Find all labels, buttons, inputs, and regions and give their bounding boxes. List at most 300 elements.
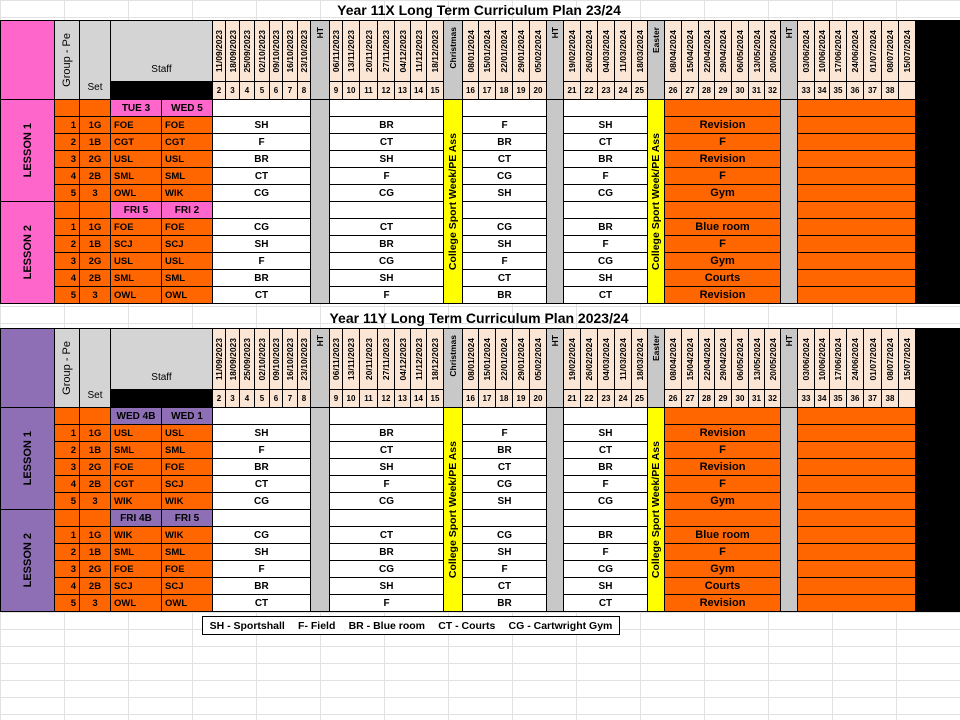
week-number: 17 <box>479 82 495 99</box>
activity-term-2: BR <box>330 117 443 133</box>
week-date-cell <box>496 329 512 389</box>
half-term-header <box>547 329 563 407</box>
activity-term-6 <box>798 578 915 594</box>
week-date: 26/02/2024 <box>584 337 594 381</box>
activity-term-4: SH <box>564 117 647 133</box>
set-name: 1G <box>80 219 110 235</box>
legend-blue-room: BR - Blue room <box>348 619 425 632</box>
week-date-cell <box>732 21 748 81</box>
week-date: 05/02/2024 <box>533 29 543 73</box>
half-term-label: HT <box>315 335 325 347</box>
week-date-cell <box>864 329 881 389</box>
activity-term-6 <box>798 595 915 611</box>
half-term-header <box>311 21 329 99</box>
blank-cell <box>213 510 310 526</box>
activity-term-5: Gym <box>665 185 780 201</box>
set-name: 1G <box>80 527 110 543</box>
group-number: 4 <box>55 270 79 286</box>
week-date: 08/01/2024 <box>465 337 476 381</box>
blank-cell <box>798 100 915 116</box>
easter-label: Easter <box>651 27 661 53</box>
activity-term-5: Blue room <box>665 219 780 235</box>
week-number: 35 <box>830 390 846 407</box>
week-date-cell <box>830 21 846 81</box>
week-date-cell <box>213 21 225 81</box>
activity-term-2: CG <box>330 561 443 577</box>
blank-cell <box>330 202 443 218</box>
week-number: 29 <box>715 390 731 407</box>
activity-term-3: BR <box>463 287 546 303</box>
staff-1: SML <box>111 168 161 184</box>
activity-term-1: SH <box>213 117 310 133</box>
activity-term-3: F <box>463 117 546 133</box>
easter-label: Easter <box>651 335 661 361</box>
week-date: 29/04/2024 <box>718 29 728 73</box>
set-name: 2G <box>80 561 110 577</box>
activity-term-6 <box>798 561 915 577</box>
plan-title-11x: Year 11X Long Term Curriculum Plan 23/24 <box>337 2 621 18</box>
week-number: 33 <box>798 82 814 99</box>
week-date-cell <box>581 21 597 81</box>
set-cell-empty <box>80 408 110 424</box>
set-name: 1G <box>80 117 110 133</box>
week-number: 3 <box>226 390 239 407</box>
week-date-cell <box>632 21 647 81</box>
week-date-cell <box>378 21 394 81</box>
week-date-cell <box>255 21 269 81</box>
christmas-header <box>444 21 462 99</box>
lesson-label: LESSON 2 <box>21 225 34 280</box>
week-date: 13/11/2023 <box>346 337 356 381</box>
set-name: 3 <box>80 493 110 509</box>
week-date-cell <box>530 329 546 389</box>
lesson-day-2: WED 5 <box>162 100 212 116</box>
week-number: 11 <box>360 82 377 99</box>
activity-term-5: Gym <box>665 493 780 509</box>
sport-week-label: College Sport Week/PE Ass <box>650 440 662 579</box>
week-number: 31 <box>749 390 764 407</box>
week-date-cell <box>343 329 359 389</box>
week-date: 06/05/2024 <box>735 337 745 381</box>
week-date-cell <box>715 329 731 389</box>
week-number: 5 <box>255 82 269 99</box>
half-term-column <box>547 408 563 611</box>
week-number: 16 <box>463 82 478 99</box>
lesson-day-1: FRI 4B <box>111 510 161 526</box>
activity-term-1: CT <box>213 287 310 303</box>
staff-2: FOE <box>162 561 212 577</box>
week-date: 16/10/2023 <box>285 337 295 381</box>
set-name: 2G <box>80 253 110 269</box>
activity-term-5: Revision <box>665 151 780 167</box>
staff-1: OWL <box>111 595 161 611</box>
activity-term-5: Revision <box>665 117 780 133</box>
week-date: 17/06/2024 <box>833 337 843 381</box>
set-name: 2G <box>80 151 110 167</box>
week-date-cell <box>815 329 829 389</box>
week-date: 19/02/2024 <box>567 337 577 381</box>
week-number: 21 <box>564 82 580 99</box>
activity-term-4: CT <box>564 442 647 458</box>
group-header <box>55 329 79 407</box>
activity-term-5: Revision <box>665 459 780 475</box>
week-date-cell <box>564 329 580 389</box>
week-date-cell <box>283 329 297 389</box>
week-date-cell <box>765 329 780 389</box>
week-number: 5 <box>255 390 269 407</box>
week-date-cell <box>798 329 814 389</box>
half-term-header <box>781 329 797 407</box>
week-date: 02/10/2023 <box>257 29 267 73</box>
activity-term-4: F <box>564 236 647 252</box>
week-number: 18 <box>496 82 512 99</box>
set-cell-empty <box>80 510 110 526</box>
group-cell-empty <box>55 510 79 526</box>
header-corner <box>1 329 54 407</box>
week-number: 35 <box>830 82 846 99</box>
week-date: 08/07/2024 <box>885 29 895 73</box>
set-name: 2B <box>80 168 110 184</box>
staff-2: USL <box>162 253 212 269</box>
week-date: 27/11/2023 <box>381 337 391 381</box>
activity-term-2: CT <box>330 219 443 235</box>
activity-term-4: SH <box>564 270 647 286</box>
activity-term-2: SH <box>330 459 443 475</box>
week-number: 24 <box>615 390 631 407</box>
week-date: 15/01/2024 <box>482 29 492 73</box>
activity-term-5: F <box>665 442 780 458</box>
week-number: 19 <box>513 82 529 99</box>
group-number: 5 <box>55 595 79 611</box>
set-name: 1G <box>80 425 110 441</box>
week-date-cell <box>213 329 225 389</box>
week-number: 10 <box>343 82 359 99</box>
week-date-cell <box>699 21 714 81</box>
week-date: 10/06/2024 <box>817 29 827 73</box>
group-number: 3 <box>55 253 79 269</box>
week-date-cell <box>530 21 546 81</box>
week-date: 29/01/2024 <box>516 29 526 73</box>
week-number: 4 <box>240 390 254 407</box>
week-number: 10 <box>343 390 359 407</box>
lesson-label: LESSON 2 <box>21 533 34 588</box>
week-date-cell <box>240 329 254 389</box>
week-date: 09/10/2023 <box>271 29 281 73</box>
activity-term-4: CT <box>564 287 647 303</box>
group-number: 4 <box>55 578 79 594</box>
week-date: 09/10/2023 <box>271 337 281 381</box>
week-number: 12 <box>378 390 394 407</box>
staff-1: CGT <box>111 134 161 150</box>
week-date: 08/04/2024 <box>668 29 678 73</box>
activity-term-2: CG <box>330 253 443 269</box>
week-date-cell <box>513 21 529 81</box>
activity-term-1: BR <box>213 151 310 167</box>
week-number: 32 <box>765 82 780 99</box>
activity-term-1: CG <box>213 527 310 543</box>
lesson-day-2: FRI 5 <box>162 510 212 526</box>
activity-term-2: SH <box>330 151 443 167</box>
week-date-cell <box>715 21 731 81</box>
lesson-day-1: FRI 5 <box>111 202 161 218</box>
group-cell-empty <box>55 408 79 424</box>
activity-term-1: SH <box>213 544 310 560</box>
week-date: 06/05/2024 <box>735 29 745 73</box>
half-term-header <box>547 21 563 99</box>
activity-term-2: F <box>330 287 443 303</box>
week-date: 05/02/2024 <box>533 337 543 381</box>
week-date: 23/10/2023 <box>299 29 309 73</box>
staff-1: OWL <box>111 287 161 303</box>
plan-title-11y: Year 11Y Long Term Curriculum Plan 2023/24 <box>329 310 629 326</box>
blank-cell <box>665 100 780 116</box>
week-number: 27 <box>682 390 698 407</box>
week-date-cell <box>882 329 898 389</box>
activity-term-6 <box>798 134 915 150</box>
activity-term-3: CG <box>463 476 546 492</box>
activity-term-4: F <box>564 476 647 492</box>
activity-term-4: CG <box>564 493 647 509</box>
curriculum-plan-11x <box>0 20 960 304</box>
week-number: 9 <box>330 82 342 99</box>
set-cell-empty <box>80 202 110 218</box>
blank-cell <box>564 510 647 526</box>
set-cell-empty <box>80 100 110 116</box>
week-date: 23/10/2023 <box>299 337 309 381</box>
set-name: 2B <box>80 476 110 492</box>
week-date: 17/06/2024 <box>833 29 843 73</box>
week-number: 4 <box>240 82 254 99</box>
group-number: 3 <box>55 151 79 167</box>
group-number: 5 <box>55 287 79 303</box>
staff-1: WIK <box>111 527 161 543</box>
group-number: 1 <box>55 219 79 235</box>
activity-term-1: F <box>213 253 310 269</box>
staff-1: SML <box>111 270 161 286</box>
week-number: 3 <box>226 82 239 99</box>
activity-term-3: F <box>463 253 546 269</box>
week-date-cell <box>899 21 915 81</box>
staff-1: USL <box>111 151 161 167</box>
activity-term-6 <box>798 527 915 543</box>
activity-term-6 <box>798 219 915 235</box>
week-date: 03/06/2024 <box>801 29 811 73</box>
week-date: 02/10/2023 <box>257 337 267 381</box>
activity-term-6 <box>798 442 915 458</box>
group-number: 4 <box>55 168 79 184</box>
activity-term-3: CT <box>463 459 546 475</box>
week-date: 01/07/2024 <box>867 337 878 381</box>
half-term-column <box>781 408 797 611</box>
group-number: 5 <box>55 185 79 201</box>
week-date-cell <box>298 21 310 81</box>
activity-term-5: F <box>665 476 780 492</box>
week-date-cell <box>682 21 698 81</box>
staff-1: FOE <box>111 561 161 577</box>
half-term-column <box>311 408 329 611</box>
week-date-cell <box>255 329 269 389</box>
christmas-label: Christmas <box>448 335 458 377</box>
activity-term-1: CT <box>213 168 310 184</box>
group-number: 4 <box>55 476 79 492</box>
blank-cell <box>330 408 443 424</box>
week-date-cell <box>765 21 780 81</box>
activity-term-2: SH <box>330 578 443 594</box>
week-number: 12 <box>378 82 394 99</box>
activity-term-5: Revision <box>665 595 780 611</box>
activity-term-4: CT <box>564 595 647 611</box>
week-date-cell <box>240 21 254 81</box>
week-number: 20 <box>530 82 546 99</box>
week-date: 22/01/2024 <box>499 337 509 381</box>
week-number: 8 <box>298 390 310 407</box>
blank-cell <box>564 408 647 424</box>
blank-cell <box>665 408 780 424</box>
activity-term-5: F <box>665 544 780 560</box>
half-term-label: HT <box>550 335 560 347</box>
sport-week-column <box>648 408 664 611</box>
group-header-label: Group - Pe <box>61 341 73 395</box>
week-date-cell <box>749 21 764 81</box>
week-date-cell <box>411 21 426 81</box>
sport-week-column <box>444 100 462 303</box>
week-date: 20/11/2023 <box>363 29 374 73</box>
week-date-cell <box>615 329 631 389</box>
week-number: 13 <box>395 82 410 99</box>
blank-cell <box>564 100 647 116</box>
week-date-cell <box>513 329 529 389</box>
activity-term-5: Courts <box>665 578 780 594</box>
set-name: 2B <box>80 578 110 594</box>
group-cell-empty <box>55 100 79 116</box>
week-date-cell <box>226 329 239 389</box>
blank-cell <box>798 202 915 218</box>
room-legend <box>202 616 620 635</box>
activity-term-4: BR <box>564 459 647 475</box>
week-number: 16 <box>463 390 478 407</box>
activity-term-6 <box>798 168 915 184</box>
week-number: 8 <box>298 82 310 99</box>
activity-term-2: CT <box>330 134 443 150</box>
week-number: 15 <box>427 82 443 99</box>
activity-term-1: F <box>213 561 310 577</box>
activity-term-6 <box>798 476 915 492</box>
staff-1: CGT <box>111 476 161 492</box>
legend-field: F- Field <box>298 619 336 632</box>
activity-term-1: F <box>213 442 310 458</box>
christmas-label: Christmas <box>448 27 458 69</box>
group-header <box>55 21 79 99</box>
week-date-cell <box>798 21 814 81</box>
staff-1: FOE <box>111 219 161 235</box>
week-date-cell <box>699 329 714 389</box>
week-date-cell <box>395 329 410 389</box>
activity-term-1: CG <box>213 219 310 235</box>
group-number: 2 <box>55 134 79 150</box>
week-date: 11/12/2023 <box>413 337 424 381</box>
week-date-cell <box>270 21 282 81</box>
lesson-label: LESSON 1 <box>21 123 34 178</box>
activity-term-3: BR <box>463 442 546 458</box>
blank-cell <box>330 100 443 116</box>
week-date: 11/12/2023 <box>413 29 424 73</box>
activity-term-3: BR <box>463 134 546 150</box>
week-number: 32 <box>765 390 780 407</box>
activity-term-6 <box>798 236 915 252</box>
week-date: 15/07/2024 <box>902 29 912 73</box>
blank-cell <box>798 408 915 424</box>
activity-term-1: CG <box>213 185 310 201</box>
staff-2: SML <box>162 270 212 286</box>
activity-term-3: SH <box>463 493 546 509</box>
week-date: 16/10/2023 <box>285 29 295 73</box>
activity-term-5: Gym <box>665 253 780 269</box>
staff-1: SML <box>111 442 161 458</box>
week-date-cell <box>330 21 342 81</box>
group-number: 2 <box>55 236 79 252</box>
week-number: 6 <box>270 390 282 407</box>
week-number: 27 <box>682 82 698 99</box>
week-number: 30 <box>732 82 748 99</box>
week-date-cell <box>270 329 282 389</box>
sport-week-label: College Sport Week/PE Ass <box>650 132 662 271</box>
week-date: 11/09/2023 <box>214 29 224 73</box>
blank-cell <box>665 202 780 218</box>
group-cell-empty <box>55 202 79 218</box>
half-term-column <box>311 100 329 303</box>
week-date-cell <box>598 329 614 389</box>
week-date: 10/06/2024 <box>817 337 827 381</box>
activity-term-1: SH <box>213 425 310 441</box>
activity-term-1: SH <box>213 236 310 252</box>
week-date-cell <box>330 329 342 389</box>
week-number: 22 <box>581 82 597 99</box>
activity-term-4: BR <box>564 151 647 167</box>
week-date-cell <box>298 329 310 389</box>
staff-1: FOE <box>111 459 161 475</box>
activity-term-3: BR <box>463 595 546 611</box>
staff-1: SML <box>111 544 161 560</box>
half-term-label: HT <box>784 27 794 39</box>
sport-week-label: College Sport Week/PE Ass <box>447 132 459 271</box>
staff-2: SML <box>162 442 212 458</box>
activity-term-5: F <box>665 236 780 252</box>
blank-cell <box>463 202 546 218</box>
week-date-cell <box>899 329 915 389</box>
week-date: 11/03/2024 <box>618 29 628 73</box>
week-date-cell <box>665 329 681 389</box>
header-corner <box>1 21 54 99</box>
week-number: 31 <box>749 82 764 99</box>
set-name: 3 <box>80 185 110 201</box>
staff-1: WIK <box>111 493 161 509</box>
activity-term-3: CG <box>463 219 546 235</box>
activity-term-3: CG <box>463 168 546 184</box>
week-date: 13/05/2024 <box>751 337 762 381</box>
week-number: 7 <box>283 390 297 407</box>
week-date-cell <box>847 21 863 81</box>
week-date-cell <box>864 21 881 81</box>
set-header: Set <box>80 21 110 99</box>
blank-cell <box>213 202 310 218</box>
week-date: 13/05/2024 <box>751 29 762 73</box>
week-date: 18/12/2023 <box>430 337 440 381</box>
week-date: 24/06/2024 <box>850 29 860 73</box>
week-number: 18 <box>496 390 512 407</box>
staff-2: FOE <box>162 117 212 133</box>
week-number: 7 <box>283 82 297 99</box>
week-number: 37 <box>864 390 881 407</box>
